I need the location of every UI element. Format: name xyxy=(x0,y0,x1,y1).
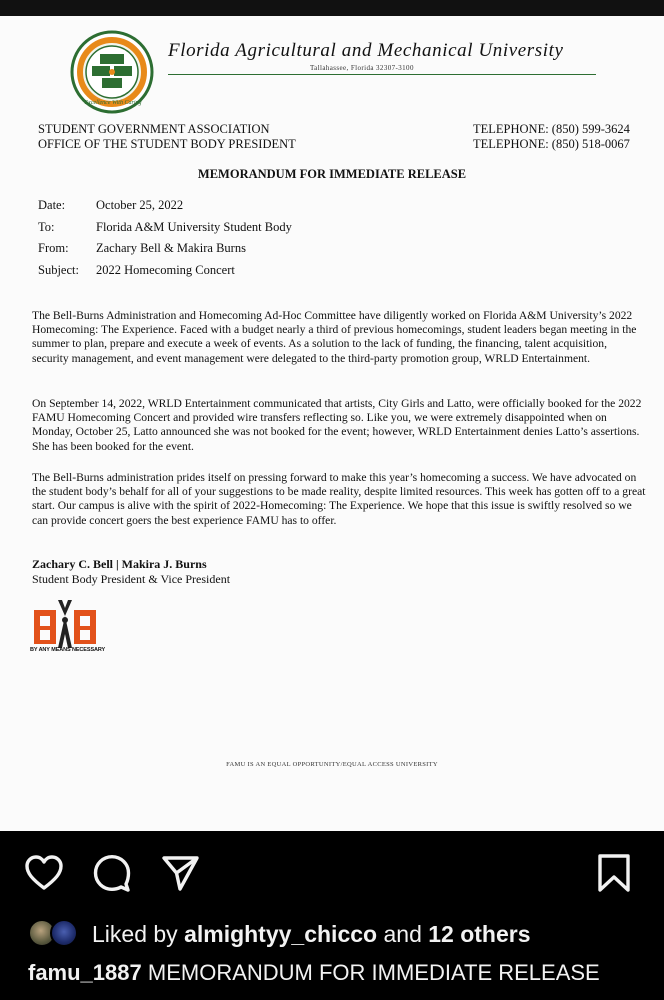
signature-names: Zachary C. Bell | Makira J. Burns xyxy=(32,557,207,571)
meta-key: From: xyxy=(38,241,69,255)
liked-by-and: and xyxy=(383,920,422,947)
office-line-2: OFFICE OF THE STUDENT BODY PRESIDENT xyxy=(38,137,296,151)
caption-text: MEMORANDUM FOR IMMEDIATE RELEASE xyxy=(147,960,600,985)
telephone-1: TELEPHONE: (850) 599-3624 xyxy=(473,122,630,136)
signature-titles: Student Body President & Vice President xyxy=(32,572,231,586)
office-line-1: STUDENT GOVERNMENT ASSOCIATION xyxy=(38,122,270,136)
office-header xyxy=(38,122,296,152)
meta-value: Zachary Bell & Makira Burns xyxy=(96,241,246,255)
instagram-post-actions xyxy=(0,831,664,1000)
meta-row-from xyxy=(38,241,292,263)
logo-caption: BY ANY MEANS NECESSARY xyxy=(30,647,106,653)
liked-by-others[interactable]: 12 others xyxy=(428,920,531,947)
share-icon[interactable] xyxy=(160,853,200,893)
university-address: Tallahassee, Florida 32307-3100 xyxy=(310,64,414,72)
famu-seal-logo xyxy=(64,30,160,126)
meta-key: Date: xyxy=(38,198,66,212)
comment-icon[interactable] xyxy=(92,853,132,893)
seal-motto: Excellence With Caring xyxy=(84,100,142,106)
telephone-2: TELEPHONE: (850) 518-0067 xyxy=(473,137,630,151)
meta-value: Florida A&M University Student Body xyxy=(96,219,292,234)
liker-avatars[interactable] xyxy=(28,919,82,949)
memo-document-image xyxy=(0,16,664,831)
memo-paragraph-1: The Bell-Burns Administration and Homecoming Ad-Hoc Committee have diligently worked on Florida A&M University’s 2022 Homecoming: The Experience. Faced with a budget nearly a third of previous homecomings, student leaders began meeting in the summer to plan, prepare and execute a week of events. As a solution to the lack of funding, the financing, talent acquisition, security management, and event management were delegated to the third-party promotion group, WRLD Entertainment. xyxy=(32,309,637,365)
post-caption xyxy=(28,960,600,986)
meta-value: 2022 Homecoming Concert xyxy=(96,262,235,277)
university-name: Florida Agricultural and Mechanical University xyxy=(168,40,564,61)
meta-row-to xyxy=(38,220,292,242)
memo-paragraph-2: On September 14, 2022, WRLD Entertainment communicated that artists, City Girls and Latto, were officially booked for the 2022 FAMU Homecoming Concert and provided wire transfers reflecting so. Like you, we were extremely disappointed when on Monday, October 25, Latto announced she was not booked for the event; however, WRLD Entertainment denies Latto’s assertions. She has been booked for the event. xyxy=(32,397,642,453)
telephone-header xyxy=(473,122,630,152)
status-bar xyxy=(0,0,664,16)
memo-meta xyxy=(38,198,292,284)
avatar xyxy=(50,919,78,947)
memo-paragraph-3: The Bell-Burns administration prides itself on pressing forward to make this year’s homecoming a success. We have advocated on the student body’s behalf for all of your suggestions to be made reality, despite limited resources. This week has gotten off to a great start. Our campus is alive with the spirit of 2022-Homecoming: The Experience. We hope that this issue is swiftly resolved so we can provide concert goers the best experience FAMU has to offer. xyxy=(32,471,646,527)
caption-username[interactable]: famu_1887 xyxy=(28,960,142,985)
meta-value: October 25, 2022 xyxy=(96,198,184,212)
meta-key: To: xyxy=(38,219,55,234)
memo-title: MEMORANDUM FOR IMMEDIATE RELEASE xyxy=(197,167,467,181)
heart-icon[interactable] xyxy=(24,853,64,893)
bookmark-icon[interactable] xyxy=(594,853,634,893)
liked-by-row[interactable] xyxy=(28,919,531,949)
meta-key: Subject: xyxy=(38,262,79,277)
liked-by-username[interactable]: almightyy_chicco xyxy=(184,920,378,947)
meta-row-subject xyxy=(38,263,292,285)
letterhead-rule xyxy=(168,74,596,75)
liked-by-prefix: Liked by xyxy=(92,920,178,947)
equal-opportunity-footer: FAMU IS AN EQUAL OPPORTUNITY/EQUAL ACCESS UNIVERSITY xyxy=(226,761,438,768)
meta-row-date xyxy=(38,198,292,220)
